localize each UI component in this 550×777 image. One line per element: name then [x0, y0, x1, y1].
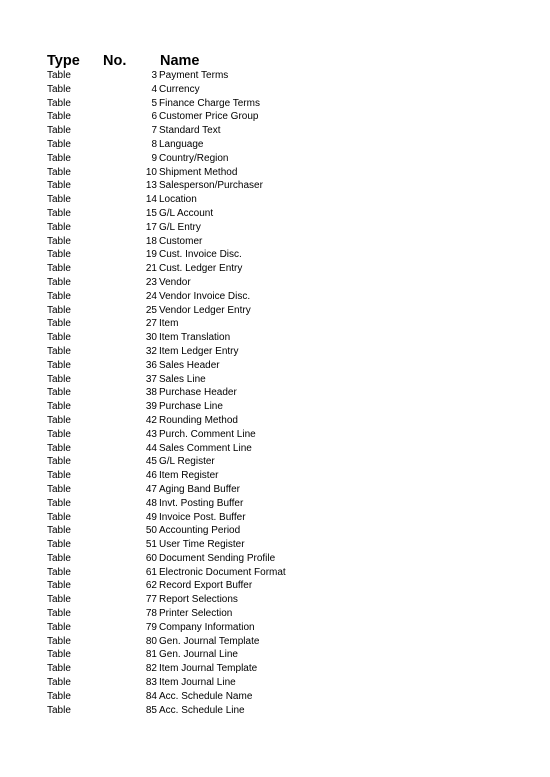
cell-name: Gen. Journal Line [159, 649, 238, 661]
cell-no: 18 [145, 235, 157, 247]
cell-no: 15 [145, 207, 157, 219]
cell-no: 32 [145, 345, 157, 357]
cell-no: 36 [145, 359, 157, 371]
cell-name: G/L Register [159, 456, 215, 468]
cell-no: 39 [145, 401, 157, 413]
cell-type: Table [47, 138, 71, 150]
cell-no: 51 [145, 539, 157, 551]
cell-no: 25 [145, 304, 157, 316]
table-row [0, 676, 550, 690]
table-row [0, 593, 550, 607]
cell-no: 61 [145, 566, 157, 578]
cell-no: 5 [151, 97, 157, 109]
cell-no: 50 [145, 525, 157, 537]
table-row [0, 359, 550, 373]
cell-no: 27 [145, 318, 157, 330]
cell-name: Language [159, 138, 204, 150]
table-row [0, 414, 550, 428]
cell-no: 42 [145, 414, 157, 426]
cell-name: Vendor Invoice Disc. [159, 290, 251, 302]
cell-type: Table [47, 318, 71, 330]
cell-type: Table [47, 290, 71, 302]
cell-type: Table [47, 235, 71, 247]
cell-name: Sales Line [159, 373, 206, 385]
cell-no: 8 [151, 138, 157, 150]
column-header-type: Type [47, 53, 80, 69]
cell-type: Table [47, 456, 71, 468]
cell-type: Table [47, 332, 71, 344]
cell-name: Finance Charge Terms [159, 97, 260, 109]
cell-name: Cust. Ledger Entry [159, 263, 243, 275]
cell-type: Table [47, 497, 71, 509]
cell-type: Table [47, 580, 71, 592]
cell-type: Table [47, 276, 71, 288]
cell-type: Table [47, 83, 71, 95]
table-row [0, 179, 550, 193]
cell-no: 77 [145, 594, 157, 606]
table-row [0, 524, 550, 538]
cell-no: 4 [151, 83, 157, 95]
cell-name: Rounding Method [159, 414, 238, 426]
cell-no: 80 [145, 635, 157, 647]
cell-name: Item Journal Line [159, 677, 236, 689]
cell-no: 7 [151, 125, 157, 137]
cell-no: 83 [145, 677, 157, 689]
cell-name: Item [159, 318, 179, 330]
cell-name: Sales Comment Line [159, 442, 252, 454]
cell-type: Table [47, 263, 71, 275]
table-row [0, 607, 550, 621]
table-row [0, 248, 550, 262]
cell-no: 19 [145, 249, 157, 261]
table-row [0, 138, 550, 152]
table-row [0, 400, 550, 414]
cell-name: Invoice Post. Buffer [159, 511, 246, 523]
cell-no: 9 [151, 152, 157, 164]
cell-name: Gen. Journal Template [159, 635, 260, 647]
table-row [0, 290, 550, 304]
cell-no: 79 [145, 621, 157, 633]
cell-type: Table [47, 594, 71, 606]
cell-type: Table [47, 345, 71, 357]
cell-name: Vendor Ledger Entry [159, 304, 251, 316]
cell-no: 10 [145, 166, 157, 178]
cell-type: Table [47, 180, 71, 192]
table-row [0, 483, 550, 497]
cell-name: Electronic Document Format [159, 566, 286, 578]
cell-name: Report Selections [159, 594, 238, 606]
table-row [0, 207, 550, 221]
table-row [0, 497, 550, 511]
cell-no: 46 [145, 470, 157, 482]
cell-name: Item Journal Template [159, 663, 258, 675]
table-row [0, 345, 550, 359]
cell-type: Table [47, 249, 71, 261]
cell-type: Table [47, 414, 71, 426]
cell-no: 23 [145, 276, 157, 288]
cell-type: Table [47, 166, 71, 178]
cell-no: 85 [145, 704, 157, 716]
cell-name: Item Translation [159, 332, 231, 344]
cell-name: G/L Account [159, 207, 214, 219]
table-row [0, 276, 550, 290]
cell-name: Document Sending Profile [159, 552, 276, 564]
cell-type: Table [47, 704, 71, 716]
cell-name: Sales Header [159, 359, 220, 371]
cell-name: Acc. Schedule Name [159, 690, 253, 702]
cell-no: 47 [145, 483, 157, 495]
cell-no: 62 [145, 580, 157, 592]
cell-name: Purchase Line [159, 401, 223, 413]
cell-no: 45 [145, 456, 157, 468]
cell-type: Table [47, 401, 71, 413]
table-row [0, 428, 550, 442]
table-row [0, 262, 550, 276]
table-row [0, 193, 550, 207]
cell-type: Table [47, 608, 71, 620]
table-row [0, 235, 550, 249]
cell-type: Table [47, 635, 71, 647]
table-row [0, 538, 550, 552]
cell-name: Payment Terms [159, 70, 229, 81]
table-row [0, 83, 550, 97]
cell-type: Table [47, 207, 71, 219]
cell-name: Record Export Buffer [159, 580, 253, 592]
table-row [0, 304, 550, 318]
cell-no: 3 [151, 70, 157, 81]
cell-type: Table [47, 221, 71, 233]
table-row [0, 110, 550, 124]
cell-name: Item Ledger Entry [159, 345, 239, 357]
cell-no: 37 [145, 373, 157, 385]
cell-name: Item Register [159, 470, 219, 482]
table-row [0, 97, 550, 111]
table-row [0, 511, 550, 525]
cell-name: Printer Selection [159, 608, 233, 620]
cell-type: Table [47, 649, 71, 661]
table-body [0, 69, 550, 717]
cell-no: 38 [145, 387, 157, 399]
cell-type: Table [47, 304, 71, 316]
cell-type: Table [47, 677, 71, 689]
cell-type: Table [47, 97, 71, 109]
cell-no: 30 [145, 332, 157, 344]
cell-name: Company Information [159, 621, 255, 633]
cell-name: Purchase Header [159, 387, 237, 399]
cell-type: Table [47, 125, 71, 137]
cell-name: Aging Band Buffer [159, 483, 240, 495]
table-row [0, 662, 550, 676]
table-row [0, 69, 550, 83]
cell-type: Table [47, 690, 71, 702]
column-header-no: No. [103, 53, 127, 69]
cell-no: 17 [145, 221, 157, 233]
cell-type: Table [47, 566, 71, 578]
cell-name: Invt. Posting Buffer [159, 497, 244, 509]
table-row [0, 469, 550, 483]
cell-no: 82 [145, 663, 157, 675]
cell-type: Table [47, 539, 71, 551]
cell-name: Shipment Method [159, 166, 238, 178]
table-row [0, 704, 550, 718]
cell-type: Table [47, 511, 71, 523]
cell-name: Purch. Comment Line [159, 428, 256, 440]
table-row [0, 331, 550, 345]
cell-type: Table [47, 194, 71, 206]
cell-type: Table [47, 621, 71, 633]
cell-no: 84 [145, 690, 157, 702]
table-row [0, 552, 550, 566]
table-row [0, 124, 550, 138]
cell-type: Table [47, 387, 71, 399]
cell-no: 78 [145, 608, 157, 620]
table-header [0, 51, 550, 71]
cell-name: Location [159, 194, 197, 206]
cell-type: Table [47, 359, 71, 371]
cell-no: 14 [145, 194, 157, 206]
cell-type: Table [47, 70, 71, 81]
cell-no: 13 [145, 180, 157, 192]
cell-type: Table [47, 470, 71, 482]
cell-name: Cust. Invoice Disc. [159, 249, 242, 261]
cell-name: Vendor [159, 276, 191, 288]
cell-name: Accounting Period [159, 525, 241, 537]
cell-name: Customer Price Group [159, 111, 259, 123]
table-row [0, 690, 550, 704]
cell-no: 24 [145, 290, 157, 302]
table-row [0, 221, 550, 235]
cell-type: Table [47, 483, 71, 495]
cell-name: User Time Register [159, 539, 245, 551]
table-row [0, 317, 550, 331]
cell-name: Currency [159, 83, 200, 95]
cell-name: Country/Region [159, 152, 229, 164]
cell-type: Table [47, 428, 71, 440]
cell-name: Standard Text [159, 125, 221, 137]
cell-no: 60 [145, 552, 157, 564]
cell-type: Table [47, 152, 71, 164]
cell-type: Table [47, 111, 71, 123]
cell-no: 6 [151, 111, 157, 123]
cell-type: Table [47, 663, 71, 675]
cell-no: 21 [145, 263, 157, 275]
cell-name: Customer [159, 235, 203, 247]
cell-name: G/L Entry [159, 221, 201, 233]
cell-no: 48 [145, 497, 157, 509]
table-row [0, 621, 550, 635]
cell-no: 49 [145, 511, 157, 523]
cell-name: Acc. Schedule Line [159, 704, 245, 716]
table-row [0, 373, 550, 387]
cell-type: Table [47, 373, 71, 385]
column-header-name: Name [160, 53, 200, 69]
table-row [0, 635, 550, 649]
cell-no: 81 [145, 649, 157, 661]
table-row [0, 648, 550, 662]
cell-name: Salesperson/Purchaser [159, 180, 263, 192]
table-row [0, 386, 550, 400]
cell-no: 43 [145, 428, 157, 440]
cell-type: Table [47, 525, 71, 537]
cell-type: Table [47, 552, 71, 564]
table-row [0, 166, 550, 180]
cell-no: 44 [145, 442, 157, 454]
table-row [0, 579, 550, 593]
table-row [0, 442, 550, 456]
table-row [0, 455, 550, 469]
table-row [0, 152, 550, 166]
cell-type: Table [47, 442, 71, 454]
table-row [0, 566, 550, 580]
